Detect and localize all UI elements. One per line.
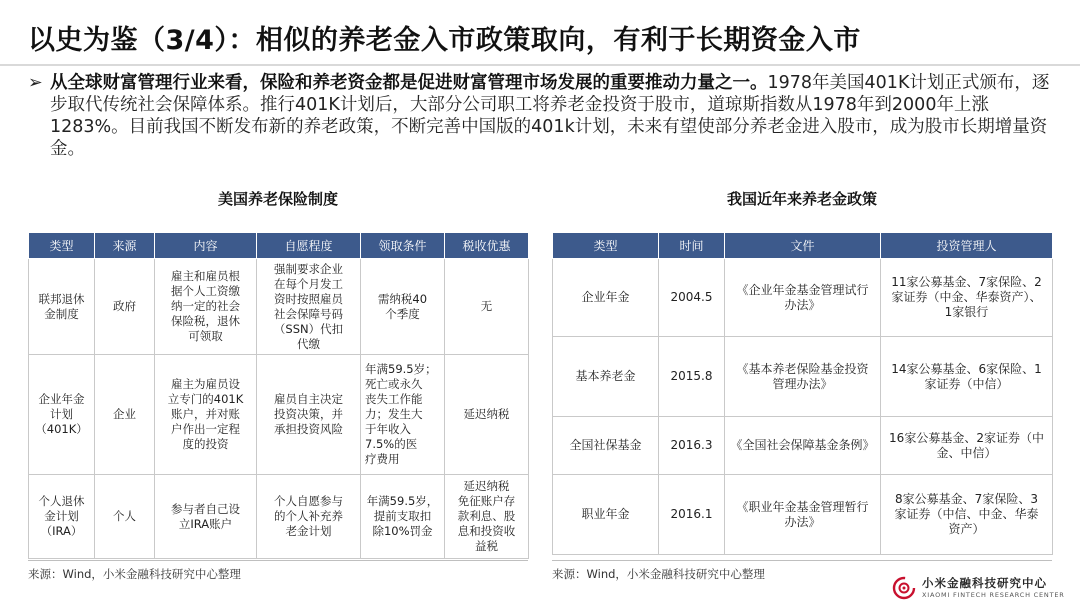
- table-row: [553, 475, 1053, 555]
- table-cell: 14家公募基金、6家保险、1 家证券（中信）: [881, 337, 1053, 417]
- table-cell: 年满59.5岁， 提前支取扣 除10%罚金: [361, 475, 445, 559]
- source-divider-left: [28, 560, 528, 561]
- brand-english-name: XIAOMI FINTECH RESEARCH CENTER: [922, 591, 1065, 599]
- column-header: 类型: [553, 233, 659, 259]
- table-row: [29, 259, 529, 355]
- intro-rest-text: 1978年美国401K计划正式颁布，逐步取代传统社会保障体系。推行401K计划后，大部分公司职工将养老金投资于股市，道琼斯指数从1978年到2000年上涨1283%。目前我国不断发布新的养老政策，不断完善中国版的401k计划，未来有望使部分养老金进入股市，成为股市长期增量资金。: [50, 73, 1050, 159]
- intro-bold-text: 从全球财富管理行业来看，保险和养老资金都是促进财富管理市场发展的重要推动力量之一。: [50, 73, 768, 93]
- column-header: 来源: [95, 233, 155, 259]
- table-cell: 雇主为雇员设 立专门的401K 账户，并对账 户作出一定程 度的投资: [155, 355, 257, 475]
- table-cell: 联邦退休 金制度: [29, 259, 95, 355]
- table-cell: 强制要求企业 在每个月发工 资时按照雇员 社会保障号码 （SSN）代扣 代缴: [257, 259, 361, 355]
- china-pension-policy-table: [552, 232, 1053, 555]
- table-cell: 企业年金 计划 （401K）: [29, 355, 95, 475]
- column-header: 领取条件: [361, 233, 445, 259]
- table-row: [553, 417, 1053, 475]
- table-cell: 职业年金: [553, 475, 659, 555]
- title-divider: [0, 64, 1080, 66]
- table-cell: 年满59.5岁； 死亡或永久 丧失工作能 力；发生大 于年收入 7.5%的医 疗费用: [361, 355, 445, 475]
- table-cell: 11家公募基金、7家保险、2 家证券（中金、华泰资产）、 1家银行: [881, 259, 1053, 337]
- table-row: [29, 355, 529, 475]
- table-cell: 个人: [95, 475, 155, 559]
- table-cell: 全国社保基金: [553, 417, 659, 475]
- table-cell: 企业年金: [553, 259, 659, 337]
- column-header: 自愿程度: [257, 233, 361, 259]
- intro-text: [28, 72, 1058, 160]
- table-cell: 延迟纳税 免征账户存 款利息、股 息和投资收 益税: [445, 475, 529, 559]
- source-divider-right: [552, 560, 1052, 561]
- table-cell: 基本养老金: [553, 337, 659, 417]
- table-cell: 8家公募基金、7家保险、3 家证券（中信、中金、华泰 资产）: [881, 475, 1053, 555]
- table-cell: 2004.5: [659, 259, 725, 337]
- table-row: [553, 259, 1053, 337]
- table-row: [29, 475, 529, 559]
- column-header: 时间: [659, 233, 725, 259]
- table-cell: 雇主和雇员根 据个人工资缴 纳一定的社会 保险税，退休 可领取: [155, 259, 257, 355]
- column-header: 税收优惠: [445, 233, 529, 259]
- source-note-left: 来源：Wind，小米金融科技研究中心整理: [28, 567, 241, 581]
- intro-bullet: [28, 72, 1058, 160]
- column-header: 文件: [725, 233, 881, 259]
- brand-name: 小米金融科技研究中心: [922, 576, 1047, 590]
- table-cell: 雇员自主决定 投资决策，并 承担投资风险: [257, 355, 361, 475]
- table-cell: 延迟纳税: [445, 355, 529, 475]
- table-header-row: [553, 233, 1053, 259]
- column-header: 投资管理人: [881, 233, 1053, 259]
- table-cell: 政府: [95, 259, 155, 355]
- table-cell: 《基本养老保险基金投资 管理办法》: [725, 337, 881, 417]
- table-cell: 企业: [95, 355, 155, 475]
- column-header: 内容: [155, 233, 257, 259]
- table-cell: 参与者自己设 立IRA账户: [155, 475, 257, 559]
- table-cell: 需纳税40 个季度: [361, 259, 445, 355]
- table-cell: 2016.3: [659, 417, 725, 475]
- table-cell: 2015.8: [659, 337, 725, 417]
- table-cell: 《企业年金基金管理试行 办法》: [725, 259, 881, 337]
- table-cell: 2016.1: [659, 475, 725, 555]
- column-header: 类型: [29, 233, 95, 259]
- brand-footer: [892, 574, 1072, 604]
- right-table-caption: 我国近年来养老金政策: [726, 190, 877, 208]
- source-note-right: 来源：Wind，小米金融科技研究中心整理: [552, 567, 765, 581]
- table-cell: 个人退休 金计划 （IRA）: [29, 475, 95, 559]
- us-pension-table: [28, 232, 529, 559]
- table-cell: 《全国社会保障基金条例》: [725, 417, 881, 475]
- left-table-caption: 美国养老保险制度: [217, 190, 338, 208]
- xiaomi-fintech-logo-icon: [892, 576, 916, 600]
- table-cell: 16家公募基金、2家证券（中 金、中信）: [881, 417, 1053, 475]
- table-header-row: [29, 233, 529, 259]
- table-cell: 《职业年金基金管理暂行 办法》: [725, 475, 881, 555]
- table-row: [553, 337, 1053, 417]
- arrow-bullet-icon: ➢: [28, 73, 43, 93]
- table-cell: 无: [445, 259, 529, 355]
- table-cell: 个人自愿参与 的个人补充养 老金计划: [257, 475, 361, 559]
- page-title: 以史为鉴（3/4）：相似的养老金入市政策取向，有利于长期资金入市: [28, 25, 861, 56]
